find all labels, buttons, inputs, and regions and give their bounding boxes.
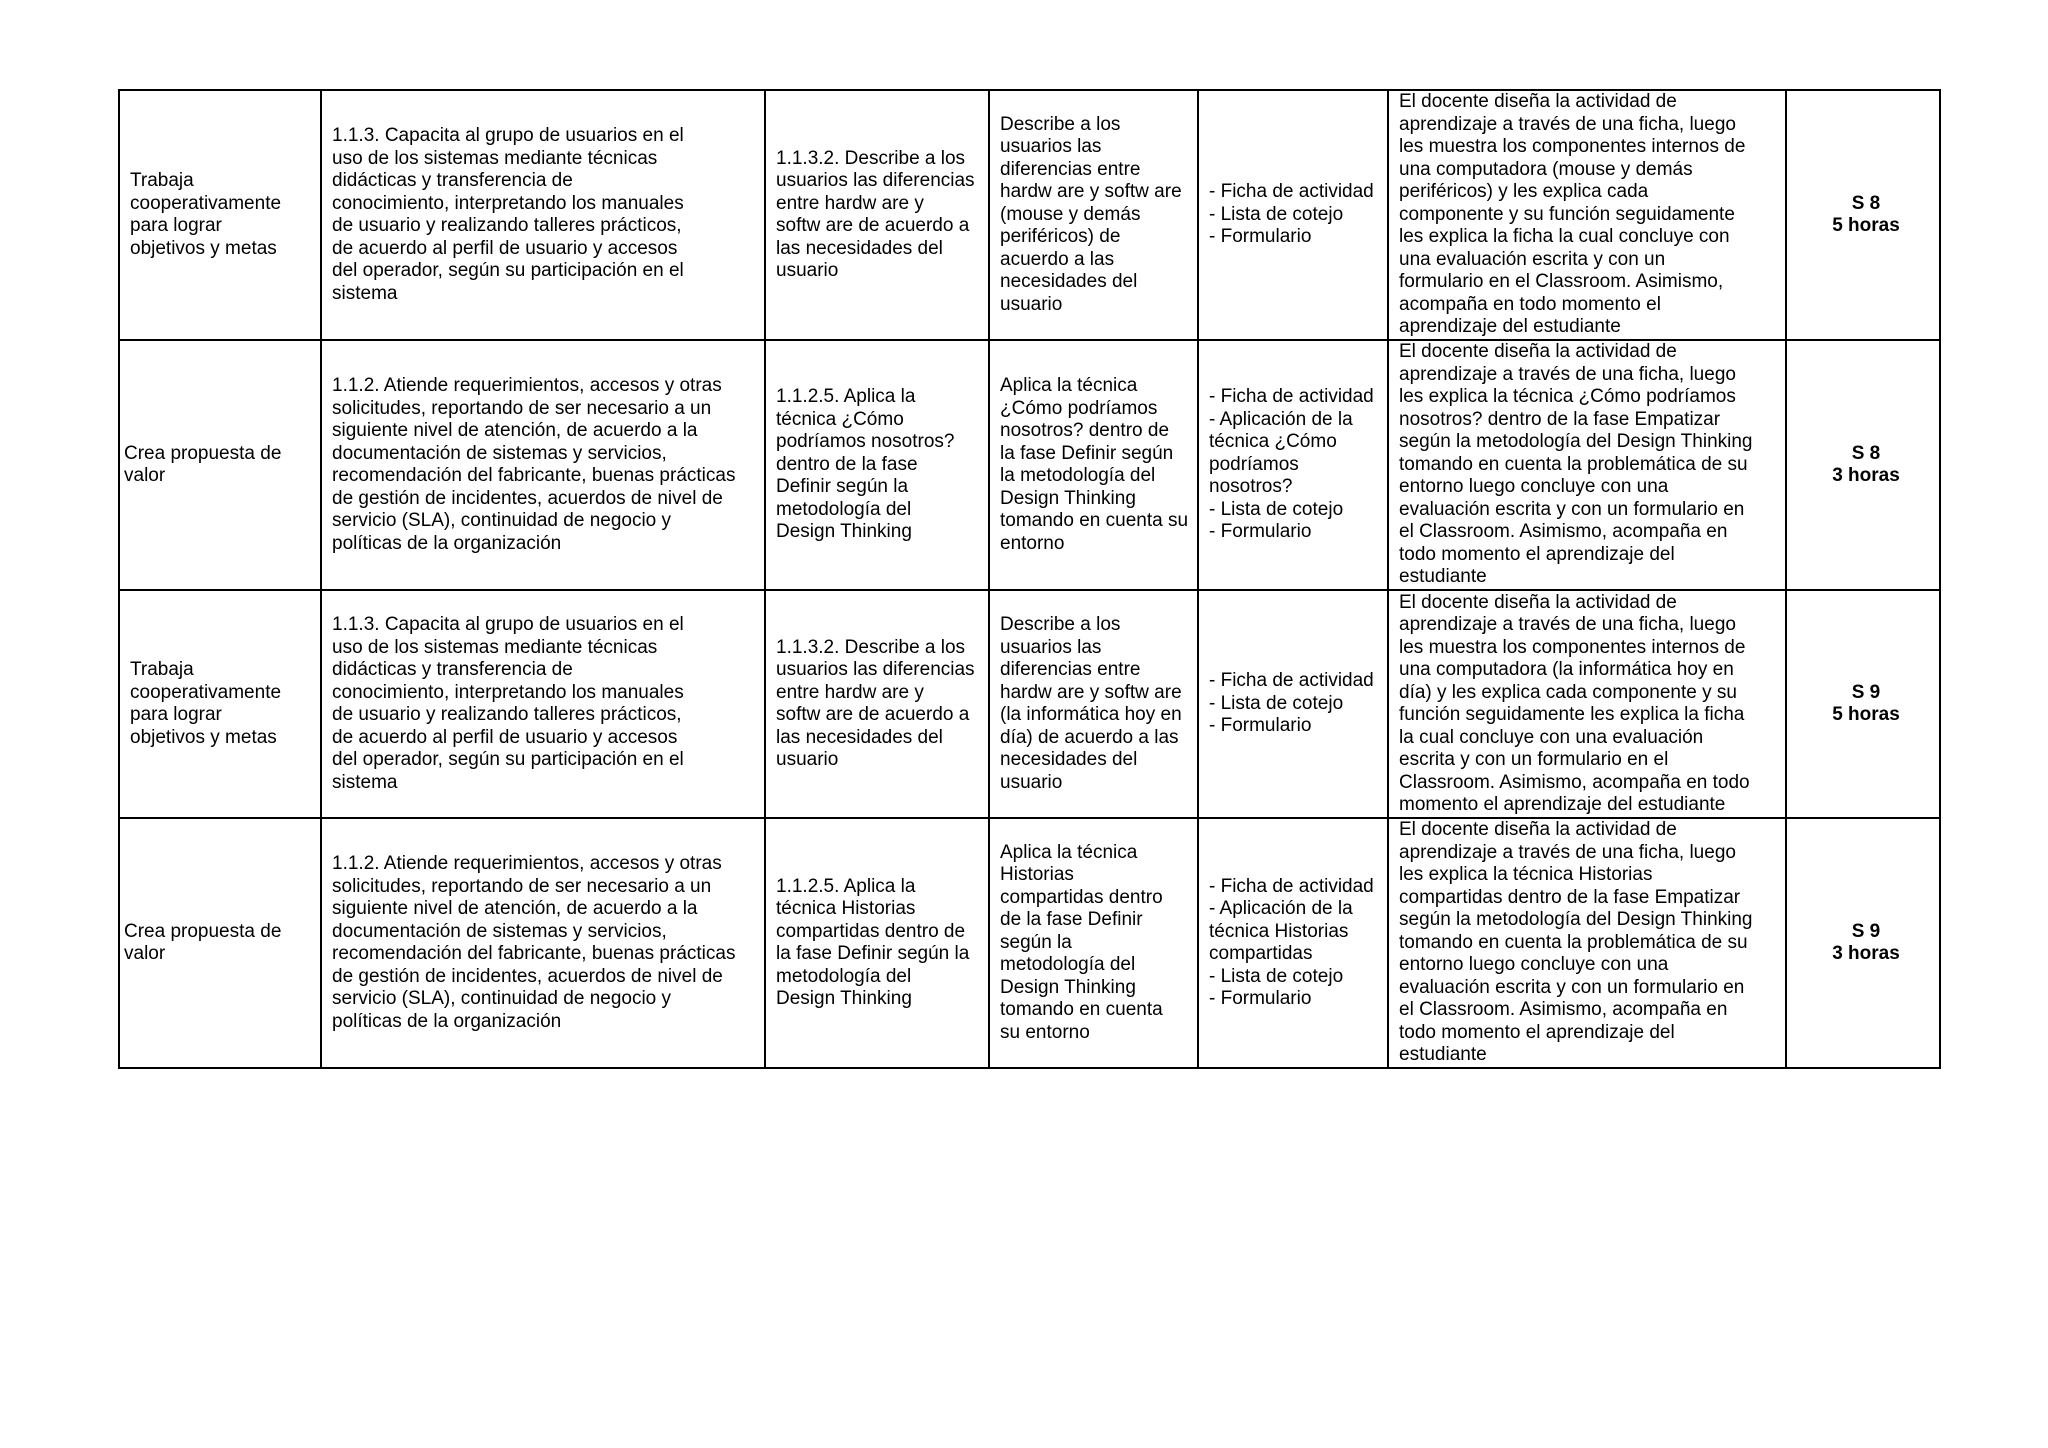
instrumentos-text: - Ficha de actividad - Lista de cotejo - Formulario: [1209, 670, 1374, 737]
instrumentos-cell: [1198, 340, 1388, 590]
competencia-cell: [119, 340, 321, 590]
capacidad-text: 1.1.3. Capacita al grupo de usuarios en el uso de los sistemas mediante técnicas didácticas y transferencia de conocimiento, interpretando los manuales de usuario y realizando talleres prácticos, de acuerdo al perfil de usuario y accesos del operador, según su participación en el sistema: [332, 614, 684, 793]
actividad-text: El docente diseña la actividad de aprendizaje a través de una ficha, luego les muestra los componentes internos de una computadora (la informática hoy en día) y les explica cada componente y su función seguidamente les explica la ficha la cual concluye con una evaluación escrita y con un formulario en el Classroom. Asimismo, acompaña en todo momento el aprendizaje del estudiante: [1399, 591, 1750, 815]
competencia-text: Trabaja cooperativamente para lograr objetivos y metas: [130, 170, 282, 259]
semana-label: S 9: [1851, 920, 1881, 942]
schedule-cell: [1786, 340, 1940, 590]
criterio-cell: [765, 90, 989, 340]
horas-label: 5 horas: [1832, 704, 1900, 725]
criterio-cell: [765, 818, 989, 1068]
desempeno-cell: [989, 818, 1198, 1068]
capacidad-text: 1.1.2. Atiende requerimientos, accesos y otras solicitudes, reportando de ser necesario a un siguiente nivel de atención, de acuerdo a la documentación de sistemas y servicios, recomendación del fabricante, buenas prácticas de gestión de incidentes, acuerdos de nivel de servicio (SLA), continuidad de negocio y políticas de la organización: [332, 375, 736, 554]
competencia-cell: [119, 590, 321, 818]
table-row: [119, 90, 1940, 340]
actividad-text: El docente diseña la actividad de aprendizaje a través de una ficha, luego les explica la técnica ¿Cómo podríamos nosotros? dentro de la fase Empatizar según la metodología del Design Thinking tomando en cuenta la problemática de su entorno luego concluye con una evaluación escrita y con un formulario en el Classroom. Asimismo, acompaña en todo momento el aprendizaje del estudiante: [1399, 341, 1753, 588]
criterio-cell: [765, 340, 989, 590]
instrumentos-cell: [1198, 818, 1388, 1068]
desempeno-text: Aplica la técnica Historias compartidas dentro de la fase Definir según la metodología del Design Thinking tomando en cuenta su entorno: [1000, 841, 1163, 1043]
criterio-text: 1.1.3.2. Describe a los usuarios las diferencias entre hardw are y softw are de acuerdo a las necesidades del usuario: [776, 636, 975, 770]
table-row: [119, 818, 1940, 1068]
desempeno-cell: [989, 340, 1198, 590]
capacidad-text: 1.1.3. Capacita al grupo de usuarios en el uso de los sistemas mediante técnicas didácticas y transferencia de conocimiento, interpretando los manuales de usuario y realizando talleres prácticos, de acuerdo al perfil de usuario y accesos del operador, según su participación en el sistema: [332, 125, 684, 304]
semana-label: S 8: [1851, 442, 1881, 464]
criterio-cell: [765, 590, 989, 818]
instrumentos-cell: [1198, 90, 1388, 340]
instrumentos-cell: [1198, 590, 1388, 818]
semana-label: S 8: [1851, 192, 1881, 214]
competencia-text: Crea propuesta de valor: [124, 920, 282, 964]
criterio-text: 1.1.2.5. Aplica la técnica ¿Cómo podríamos nosotros? dentro de la fase Definir según la metodología del Design Thinking: [776, 386, 955, 543]
table-row: [119, 590, 1940, 818]
planning-table: [118, 89, 1941, 1069]
criterio-text: 1.1.3.2. Describe a los usuarios las diferencias entre hardw are y softw are de acuerdo a las necesidades del usuario: [776, 147, 975, 281]
table-row: [119, 340, 1940, 590]
actividad-cell: [1388, 590, 1786, 818]
horas-label: 3 horas: [1832, 943, 1900, 964]
competencia-text: Crea propuesta de valor: [124, 442, 282, 486]
capacidad-cell: [321, 590, 765, 818]
schedule-cell: [1786, 90, 1940, 340]
desempeno-cell: [989, 590, 1198, 818]
desempeno-text: Describe a los usuarios las diferencias entre hardw are y softw are (la informática hoy en día) de acuerdo a las necesidades del usuario: [1000, 614, 1182, 793]
desempeno-cell: [989, 90, 1198, 340]
competencia-text: Trabaja cooperativamente para lograr objetivos y metas: [130, 659, 282, 748]
criterio-text: 1.1.2.5. Aplica la técnica Historias compartidas dentro de la fase Definir según la metodología del Design Thinking: [776, 875, 970, 1009]
actividad-cell: [1388, 818, 1786, 1068]
instrumentos-text: - Ficha de actividad - Lista de cotejo - Formulario: [1209, 181, 1374, 248]
actividad-cell: [1388, 340, 1786, 590]
semana-label: S 9: [1851, 681, 1881, 703]
actividad-cell: [1388, 90, 1786, 340]
capacidad-cell: [321, 90, 765, 340]
capacidad-text: 1.1.2. Atiende requerimientos, accesos y otras solicitudes, reportando de ser necesario a un siguiente nivel de atención, de acuerdo a la documentación de sistemas y servicios, recomendación del fabricante, buenas prácticas de gestión de incidentes, acuerdos de nivel de servicio (SLA), continuidad de negocio y políticas de la organización: [332, 853, 736, 1032]
desempeno-text: Aplica la técnica ¿Cómo podríamos nosotros? dentro de la fase Definir según la metodología del Design Thinking tomando en cuenta su entorno: [1000, 375, 1189, 554]
instrumentos-text: - Ficha de actividad - Aplicación de la técnica ¿Cómo podríamos nosotros? - Lista de cotejo - Formulario: [1209, 386, 1374, 543]
horas-label: 3 horas: [1832, 465, 1900, 486]
capacidad-cell: [321, 818, 765, 1068]
competencia-cell: [119, 818, 321, 1068]
horas-label: 5 horas: [1832, 215, 1900, 236]
competencia-cell: [119, 90, 321, 340]
capacidad-cell: [321, 340, 765, 590]
schedule-cell: [1786, 590, 1940, 818]
actividad-text: El docente diseña la actividad de aprendizaje a través de una ficha, luego les muestra los componentes internos de una computadora (mouse y demás periféricos) y les explica cada componente y su función seguidamente les explica la ficha la cual concluye con una evaluación escrita y con un formulario en el Classroom. Asimismo, acompaña en todo momento el aprendizaje del estudiante: [1399, 91, 1746, 338]
desempeno-text: Describe a los usuarios las diferencias entre hardw are y softw are (mouse y demás periféricos) de acuerdo a las necesidades del usuario: [1000, 113, 1182, 315]
instrumentos-text: - Ficha de actividad - Aplicación de la técnica Historias compartidas - Lista de cotejo - Formulario: [1209, 875, 1374, 1009]
actividad-text: El docente diseña la actividad de aprendizaje a través de una ficha, luego les explica la técnica Historias compartidas dentro de la fase Empatizar según la metodología del Design Thinking tomando en cuenta la problemática de su entorno luego concluye con una evaluación escrita y con un formulario en el Classroom. Asimismo, acompaña en todo momento el aprendizaje del estudiante: [1399, 819, 1753, 1066]
schedule-cell: [1786, 818, 1940, 1068]
